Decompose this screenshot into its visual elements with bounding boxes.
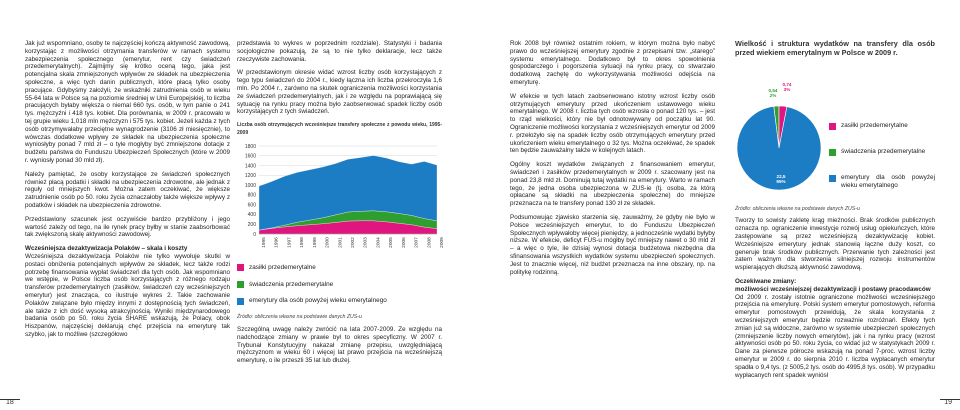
chart-legend <box>237 264 442 305</box>
chart-source: Źródło: obliczenia własne na podstawie danych ZUS-u <box>237 314 362 321</box>
pie-label-pink: 0,74 3% <box>782 81 792 93</box>
paragraph: Przedstawiony szacunek jest oczywiście bardzo przybliżony i jego wartość zależy od tego, na ile rynek pracy byłby w stanie zaabsorbować tak zwiększoną skalę aktywności zawodowej. <box>25 215 230 239</box>
legend-label: zasiłki przedemerytalne <box>249 263 316 271</box>
legend-swatch-blue <box>237 298 244 305</box>
text-column-2 <box>237 40 445 371</box>
area-chart <box>237 142 445 260</box>
text-column-1 <box>25 40 230 345</box>
x-tick-label: 1995 <box>262 236 267 248</box>
paragraph: Wcześniejsza dezaktywizacja Polaków nie tylko wywołuje skutki w postaci obniżenia potencjalnych wpływów ze składek, lecz także rodzi potrzebę finansowania wypłat świadczeń dla tych osób. Jak wspomniano we wstępie, w Polsce liczba osób korzystających z różnego rodzaju transferów przedemerytalnych (zasiłków, świadczeń czy wcześniejszych emerytur) jest znacząca, co ilustruje wykres 2. Takie zachowanie Polaków związane było między innymi z dostępnością tych świadczeń, ale także z ich dość wysoką atrakcyjnością. Wyniki międzynarodowego badania osób po 50. roku życia SHARE wskazują, że Polacy, obok Hiszpanów, najczęściej deklarują chęć przejścia na emeryturę tak szybko, jak to możliwe (szczegółowo <box>25 252 230 338</box>
pie-label-green: 0,54 2% <box>768 87 778 99</box>
legend-swatch-pink <box>237 264 244 271</box>
pie-label-blue: 22,5 95% <box>776 173 786 185</box>
y-tick-label: 1200 <box>244 172 256 179</box>
x-tick-label: 2004 <box>376 236 382 248</box>
pie-chart-block <box>735 62 935 204</box>
x-tick-label: 2000 <box>325 236 331 248</box>
y-tick-label: 0 <box>253 231 256 238</box>
paragraph: Szczególną uwagę należy zwrócić na lata 2007-2009. Ze względu na nadchodzące zmiany w prawie był to okres specyficzny. W 2007 r. Trybunał Konstytucyjny nakazał zmianę przepisu, uwzględniającą mężczyznom w wieku 60 i więcej lat prawo przejścia na wcześniejszą emeryturę, o ile przeszli 35 lat lub dłużej. <box>237 325 442 365</box>
x-tick-label: 2009 <box>440 236 445 248</box>
x-tick-label: 1996 <box>274 236 280 248</box>
chart-title: Liczba osób otrzymujących wcześniejsze transfery społeczne z powodu wieku, 1995-2009 <box>237 122 442 136</box>
pie-chart-title: Wielkość i struktura wydatków na transfery dla osób przed wiekiem emerytalnym w Polsce w 2009 r. <box>735 39 935 57</box>
x-tick-label: 2002 <box>351 236 356 248</box>
section-heading: Wcześniejsza dezaktywizacja Polaków – skala i koszty <box>25 245 188 253</box>
legend-label: emerytury dla osób powyżej wieku emerytalnego <box>249 297 387 305</box>
section-heading: Oczekiwane zmiany: <box>735 277 797 285</box>
paragraph: Należy pamiętać, że osoby korzystające ze świadczeń społecznych również płacą podatki i składki na ubezpieczenia zdrowotne, ale jednak z reguły od mniejszych kwot. Można zatem oczekiwać, że większe zatrudnienie osób po 50. roku życia oznaczałoby także większe wpływy z podatków i składek na ubezpieczenia zdrowotne. <box>25 170 230 209</box>
x-tick-label: 2005 <box>389 236 395 248</box>
legend-label: świadczenia przedemerytalne <box>841 147 926 155</box>
y-tick-label: 1000 <box>244 182 256 189</box>
legend-item <box>237 281 442 289</box>
x-tick-label: 1997 <box>287 236 293 248</box>
legend-swatch-pink <box>829 123 836 130</box>
pie-legend-item <box>829 122 935 130</box>
pie-source: Źródło: obliczenia własne na podstawie danych ZUS-u <box>735 205 860 212</box>
paragraph: Podsumowując zjawisko starzenia się, zauważmy, że gdyby nie było w Polsce wcześniejszych emerytur, to do Funduszu Ubezpieczeń Społecznych wpływałoby więcej pieniędzy, a jednocześnie wydatki byłyby niższe. W efekcie, deficyt FUS-u mógłby być mniejszy nawet o 30 mld zł – a więc o tyle, ile dzisiaj wynosi dotacja budżetowa niezbędna dla sfinansowania wszystkich wydatków systemu ubezpieczeń społecznych. Jest to znacznie więcej, niż budżet przeznacza na inne obszary, np. na politykę rodzinną. <box>510 213 715 276</box>
legend-label: świadczenia przedemerytalne <box>249 280 334 288</box>
x-tick-label: 2008 <box>427 236 433 248</box>
legend-swatch-green <box>829 149 836 156</box>
x-tick-label: 2003 <box>363 236 369 248</box>
paragraph: Rok 2008 był również ostatnim rokiem, w którym można było nabyć prawo do wcześniejszej emerytury zgodnie z przepisami tzw. „starego” systemu emerytalnego. Dodatkowo był to okres spowolnienia gospodarczego i pogorszenia sytuacji na rynku pracy, co stwarzało dodatkową zachętę do wykorzystywania możliwości odejścia na emeryturę. <box>510 40 715 86</box>
y-tick-label: 1600 <box>244 153 256 160</box>
text-column-3 <box>510 40 715 282</box>
x-tick-label: 1998 <box>300 236 306 248</box>
legend-item <box>237 297 442 305</box>
legend-swatch-blue <box>829 175 836 182</box>
page-number: 18 <box>6 399 14 406</box>
legend-label: zasiłki przedemerytalne <box>841 121 908 129</box>
paragraph: przedstawia to wykres w poprzednim rozdziale). Statystyki i badania socjologiczne pokazują, że są to nie tylko deklaracje, lecz także rzeczywiste zachowania. <box>237 40 442 63</box>
y-tick-label: 800 <box>247 192 256 199</box>
pie-legend <box>829 62 935 204</box>
right-page <box>480 0 960 410</box>
x-tick-label: 2007 <box>414 236 420 248</box>
x-tick-label: 2006 <box>401 236 407 248</box>
page-number: 19 <box>944 399 952 406</box>
x-tick-label: 1999 <box>312 236 318 248</box>
section-subheading: możliwości wcześniejszej dezaktywizacji i postawy pracodawców <box>735 285 931 293</box>
paragraph: Jak już wspomniano, osoby te najczęściej kończą aktywność zawodową, korzystając z możliwości otrzymania transferów w ramach systemu zabezpieczenia społecznego (emerytur, rent czy świadczeń przedemerytalnych). Zajmijmy się krótko oceną tego, jaka jest potencjalna skala zmniejszonych wpływów ze składek na ubezpieczenia społeczne, a więc tych danin publicznych, które płacą tylko osoby pracujące. Gdybyśmy założyli, że wskaźniki zatrudnienia osób w wieku 55-64 lata w Polsce są na poziomie średniej w Unii Europejskiej, to liczba pracujących byłaby większa o niemal 660 tys. osób, w tym panie o 241 tys. mężczyźni i 418 tys. kobiet. Dla porównania, w 2009 r. pracowało w tej grupie wieku 1,018 mln mężczyzn i 575 tys. kobiet. Jeżeli każda z tych osób otrzymywałaby przeciętne wynagrodzenie (3106 zł miesięcznie), to wówczas dodatkowe wpływy ze składek na ubezpieczenia społeczne wyniosłyby ponad 7 mld zł – o tyle mogłyby być zmniejszone dotacje z budżetu państwa do Funduszu Ubezpieczeń Społecznych (które w 2009 r. wyniosły ponad 30 mld zł). <box>25 40 230 164</box>
text-column-4 <box>735 40 935 385</box>
y-tick-label: 600 <box>247 202 256 209</box>
paragraph: W przedstawionym okresie widać wzrost liczby osób korzystających z tego typu świadczeń do 2004 r., kiedy łączna ich liczba przekroczyła 1,6 mln. Po 2004 r., zarówno na skutek ograniczenia możliwości korzystania ze świadczeń przedemerytalnych, jak i ze względu na poprawiającą się sytuację na rynku pracy można było zaobserwować spadek liczby osób korzystających z tych świadczeń. <box>237 69 442 116</box>
y-tick-label: 1800 <box>244 143 256 150</box>
pie-legend-item <box>829 174 935 190</box>
legend-swatch-green <box>237 281 244 288</box>
paragraph: Tworzy to sowisty zakletę krąg mieżności. Brak środków publicznych oznacza np. ograniczenie inwestycje rozwój usług opiekuńczych, które zastępowane są przez wcześniejszą dezaktywizację kobiet. Wcześniejsze emerytury jednak stanowią łączne duży koszt, co generuje brak środków publicznych. Przerwanie tych zależności jest zatem ważnym dla stworzenia silniejszej rozwoju instrumentów wspierających dłuższą aktywność zawodową. <box>735 217 935 272</box>
legend-label: emerytury dla osób powyżej wieku emerytalnego <box>841 173 935 189</box>
paragraph: W efekcie w tych latach zaobserwowano istotny wzrost liczby osób otrzymujących emerytury przed ukończeniem ustawowego wieku emerytalnego. W 2008 r. liczba tych osób wzrosła o ponad 120 tys. – jest to rząd wielkości, który nie był odnotowywany od początku lat 90. Ograniczenie możliwości korzystania z wcześniejszych emerytur od 2009 r. przełożyło się na spadek liczby osób otrzymujących emerytury przed ukończeniem wieku emerytalnego o 32 tys. Można oczekiwać, że spadek ten będzie zauważalny także w kolejnych latach. <box>510 92 715 155</box>
pie-legend-item <box>829 148 935 156</box>
x-tick-label: 2001 <box>338 236 344 248</box>
y-tick-label: 1400 <box>244 163 256 170</box>
y-tick-label: 200 <box>247 221 256 228</box>
paragraph: Od 2009 r. zostały istotnie ograniczone możliwości wcześniejszego przejścia na emeryturę. Polski system emerytur pomostowych, reforma emerytur pomostowych przewidują, że skala korzystania z wcześniejszych emerytur będzie rozważnie rozróżnań. Efekty tych zmian już są widoczne, zarówno w systemie ubezpieczeń społecznych (zmniejszenie liczby nowych emerytów), jak i na rynku pracy (wzrost aktywności osób po 50. roku życia, co widać już w statystykach 2009 r. Dane za pierwsze półrocze wskazują na ponad 7-proc. wzrost liczby emerytur w 2009 r. do sierpnia 2010 r. liczba wypłacanych emerytur spadła o 9,4 tys. (z 5005,2 tys. osób do 4995,8 tys. osób). W przypadku wypłacanych rent spadek wyniósł <box>735 293 935 379</box>
legend-item <box>237 264 442 272</box>
paragraph: Ogólny koszt wydatków związanych z finansowaniem emerytur, świadczeń i zasiłków przedemerytalnych w 2009 r. szacowany jest na ponad 23,8 mld zł. Dominują tutaj wydatki na emerytury. Warto w ramach tego, że jedna osoba ubezpieczona w ZUS-ie (tj. osoba, za którą opłacane są składki na ubezpieczenia społeczne) do mniejsze przeznacza na te transfery ponad 130 zł ze składek. <box>510 161 715 208</box>
y-tick-label: 400 <box>247 212 256 219</box>
